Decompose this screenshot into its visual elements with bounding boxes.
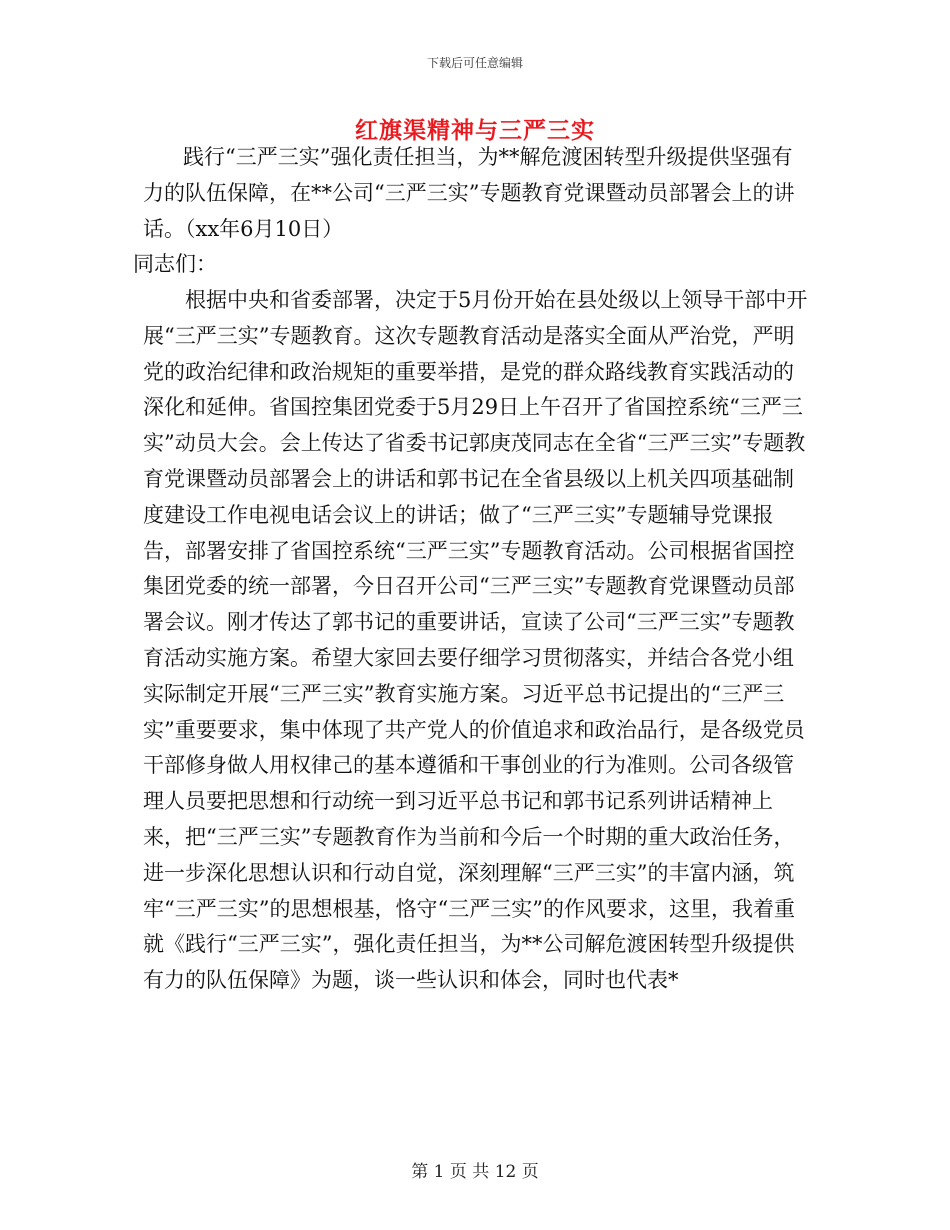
body-paragraph: 根据中央和省委部署，决定于5月份开始在县处级以上领导干部中开展“三严三实”专题教育。这次专题教育活动是落实全面从严治党，严明党的政治纪律和政治规矩的重要举措，是党的群众路线教育实践活动的深化和延伸。省国控集团党委于5月29日上午召开了省国控系统“三严三实”动员大会。会上传达了省委书记郭庚茂同志在全省“三严三实”专题教育党课暨动员部署会上的讲话和郭书记在全省县级以上机关四项基础制度建设工作电视电话会议上的讲话；做了“三严三实”专题辅导党课报告，部署安排了省国控系统“三严三实”专题教育活动。公司根据省国控集团党委的统一部署，今日召开公司“三严三实”专题教育党课暨动员部署会议。刚才传达了郭书记的重要讲话，宣读了公司“三严三实”专题教育活动实施方案。希望大家回去要仔细学习贯彻落实，并结合各党小组实际制定开展“三严三实”教育实施方案。习近平总书记提出的“三严三实”重要要求，集中体现了共产党人的价值追求和政治品行，是各级党员干部修身做人用权律己的基本遵循和干事创业的行为准则。公司各级管理人员要把思想和行动统一到习近平总书记和郭书记系列讲话精神上来，把“三严三实”专题教育作为当前和今后一个时期的重大政治任务，进一步深化思想认识和行动自觉，深刻理解“三严三实”的丰富内涵，筑牢“三严三实”的思想根基，恪守“三严三实”的作风要求，这里，我着重就《践行“三严三实”，强化责任担当，为**公司解危渡困转型升级提供有力的队伍保障》为题，谈一些认识和体会，同时也代表*: [143, 288, 808, 993]
page-header-note: 下载后可任意编辑: [426, 56, 523, 70]
page-number: 第 1 页 共 12 页: [411, 1162, 539, 1182]
salutation: 同志们：: [133, 252, 217, 276]
intro-paragraph: 践行“三严三实”强化责任担当，为**解危渡困转型升级提供坚强有力的队伍保障，在**公司“三严三实”专题教育党课暨动员部署会上的讲话。（xx年6月10日）: [143, 145, 795, 241]
document-title: 红旗渠精神与三严三实: [355, 117, 595, 144]
